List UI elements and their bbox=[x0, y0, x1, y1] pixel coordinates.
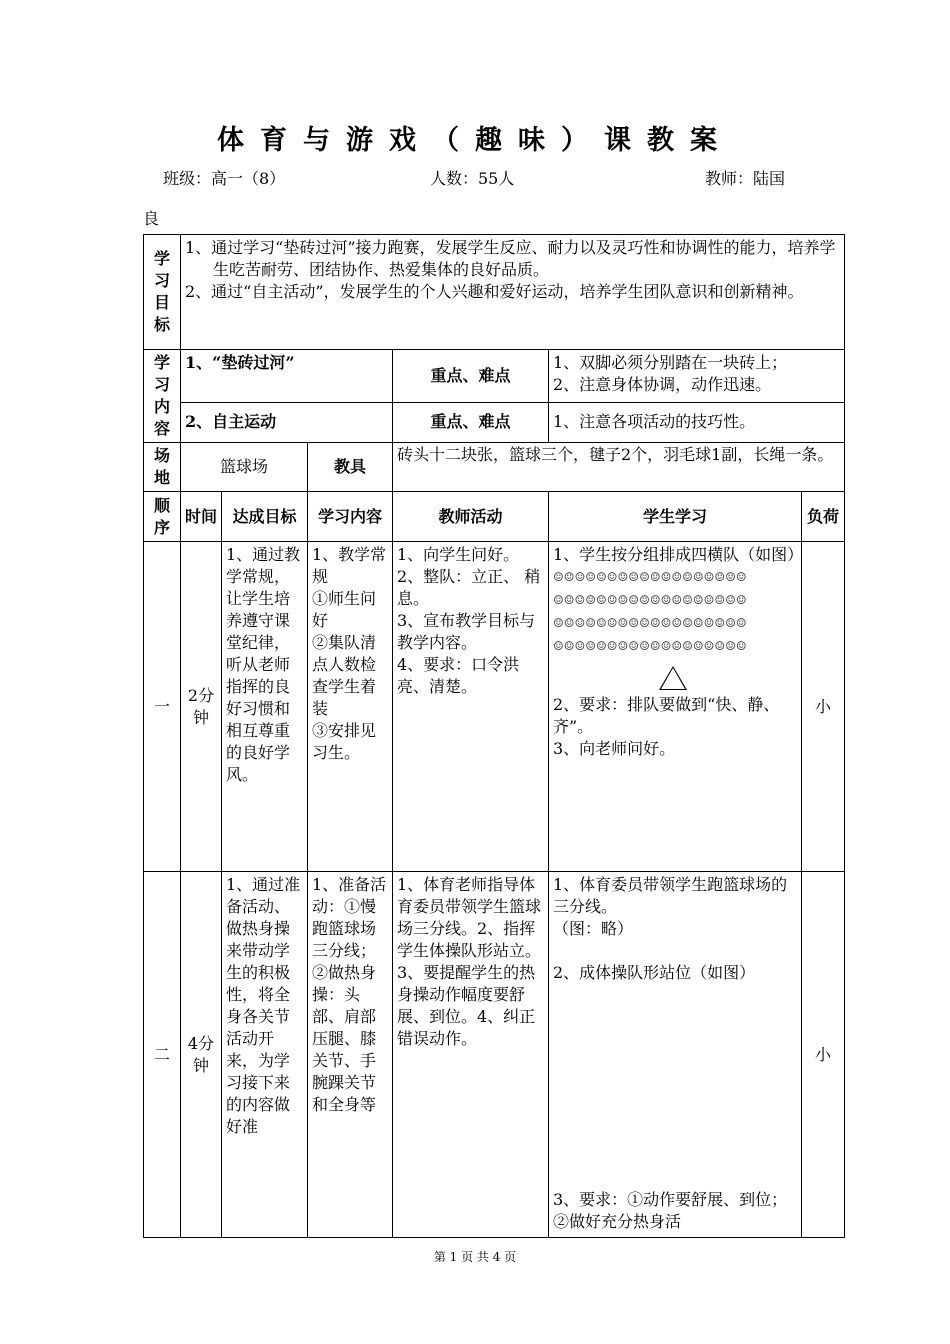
content-key-1b: 2、注意身体协调，动作迅速。 bbox=[553, 375, 772, 394]
row2-teacher: 1、体育老师指导体育委员带领学生篮球场三分线。2、指挥学生体操队形站立。3、要提醒学生的热身操动作幅度要舒展、到位。4、纠正错误动作。 bbox=[393, 872, 549, 1238]
row1-student-b: 2、要求：排队要做到“快、静、齐”。 bbox=[553, 695, 780, 736]
class-label: 班级：高一（8） bbox=[163, 169, 286, 188]
col-teacher: 教师活动 bbox=[393, 492, 549, 542]
row2-student bbox=[549, 872, 802, 1238]
col-student: 学生学习 bbox=[549, 492, 802, 542]
col-order: 顺序 bbox=[144, 492, 181, 542]
content-key-1 bbox=[549, 350, 845, 403]
row2-content: 1、准备活动：①慢跑篮球场三分线；②做热身操：头部、肩部压腿、膝关节、手腕踝关节和全身等 bbox=[308, 872, 393, 1238]
col-time: 时间 bbox=[181, 492, 222, 542]
row1-teacher-line: 4、要求：口令洪亮、清楚。 bbox=[397, 655, 520, 696]
row1-goal: 1、通过教学常规，让学生培养遵守课堂纪律，听从老师指挥的良好习惯和相互尊重的良好学风。 bbox=[222, 542, 308, 872]
row2-student-a: 1、体育委员带领学生跑篮球场的三分线。 bbox=[553, 875, 788, 916]
row2-order: 二 bbox=[144, 872, 181, 1238]
row1-load: 小 bbox=[802, 542, 845, 872]
row2-goal: 1、通过准备活动、做热身操来带动学生的积极性，将全身各关节活动开来，为学习接下来的内容做好准 bbox=[222, 872, 308, 1238]
row1-content-line: ①师生问好 bbox=[312, 589, 377, 630]
col-goal: 达成目标 bbox=[222, 492, 308, 542]
row1-content bbox=[308, 542, 393, 872]
row1-content-line: 1、教学常规 bbox=[312, 545, 387, 586]
page-footer: 第 1 页 共 4 页 bbox=[433, 1250, 517, 1264]
teacher-label-tail: 良 bbox=[143, 209, 160, 228]
key-label-1: 重点、难点 bbox=[393, 350, 549, 403]
col-content: 学习内容 bbox=[308, 492, 393, 542]
venue-label: 场 地 bbox=[144, 443, 181, 492]
formation-row: ☺☺☺☺☺☺☺☺☺☺☺☺☺☺☺☺☺☺ bbox=[553, 616, 747, 630]
venue-value: 篮球场 bbox=[181, 443, 308, 492]
formation-row: ☺☺☺☺☺☺☺☺☺☺☺☺☺☺☺☺☺☺ bbox=[553, 639, 747, 653]
formation-row: ☺☺☺☺☺☺☺☺☺☺☺☺☺☺☺☺☺☺ bbox=[553, 593, 747, 607]
row1-student bbox=[549, 542, 802, 872]
row2-student-d: 3、要求：①动作要舒展、到位；②做好充分热身活 bbox=[553, 1190, 788, 1231]
objective-1: 1、通过学习“垫砖过河”接力跑赛，发展学生反应、耐力以及灵巧性和协调性的能力，培养学生吃苦耐劳、团结协作、热爱集体的良好品质。 bbox=[185, 238, 836, 279]
objectives-label: 学习目标 bbox=[144, 235, 181, 350]
page-title: 体育与游戏（趣味）课教案 bbox=[217, 125, 733, 156]
teacher-label: 教师：陆国 bbox=[705, 169, 786, 188]
row1-teacher-line: 1、向学生问好。 bbox=[397, 545, 520, 564]
equipment-label: 教具 bbox=[308, 443, 393, 492]
row2-student-b: （图：略） bbox=[553, 919, 634, 938]
content-key-1a: 1、双脚必须分别踏在一块砖上； bbox=[553, 353, 788, 372]
formation-row: ☺☺☺☺☺☺☺☺☺☺☺☺☺☺☺☺☺☺ bbox=[553, 570, 747, 584]
table-row bbox=[144, 542, 845, 872]
row2-load: 小 bbox=[802, 872, 845, 1238]
row1-teacher-line: 2、整队：立正、 稍息。 bbox=[397, 567, 541, 608]
row1-student-a: 1、学生按分组排成四横队（如图） bbox=[553, 545, 804, 564]
row2-time: 4分钟 bbox=[181, 872, 222, 1238]
content-key-2: 1、注意各项活动的技巧性。 bbox=[549, 402, 845, 442]
row1-order: 一 bbox=[144, 542, 181, 872]
row1-time: 2分钟 bbox=[181, 542, 222, 872]
equipment-value: 砖头十二块张，篮球三个，毽子2个，羽毛球1副，长绳一条。 bbox=[393, 443, 845, 492]
key-label-2: 重点、难点 bbox=[393, 402, 549, 442]
row1-teacher bbox=[393, 542, 549, 872]
content-label: 学习内容 bbox=[144, 350, 181, 443]
lesson-plan-table bbox=[143, 234, 845, 1238]
table-row bbox=[144, 872, 845, 1238]
teacher-triangle-icon bbox=[659, 666, 687, 690]
objectives-text bbox=[181, 235, 845, 350]
content-item-1: 1、“垫砖过河” bbox=[181, 350, 393, 403]
objective-2: 2、通过“自主活动”，发展学生的个人兴趣和爱好运动，培养学生团队意识和创新精神。 bbox=[185, 282, 804, 301]
row2-student-c: 2、成体操队形站位（如图） bbox=[553, 963, 756, 982]
row1-teacher-line: 3、宣布教学目标与教学内容。 bbox=[397, 611, 536, 652]
col-load: 负荷 bbox=[802, 492, 845, 542]
row1-content-line: ②集队清点人数检查学生着装 bbox=[312, 633, 377, 718]
row1-student-c: 3、向老师问好。 bbox=[553, 739, 676, 758]
count-label: 人数：55人 bbox=[430, 169, 515, 188]
row1-content-line: ③安排见习生。 bbox=[312, 721, 377, 762]
content-item-2: 2、自主运动 bbox=[181, 402, 393, 442]
